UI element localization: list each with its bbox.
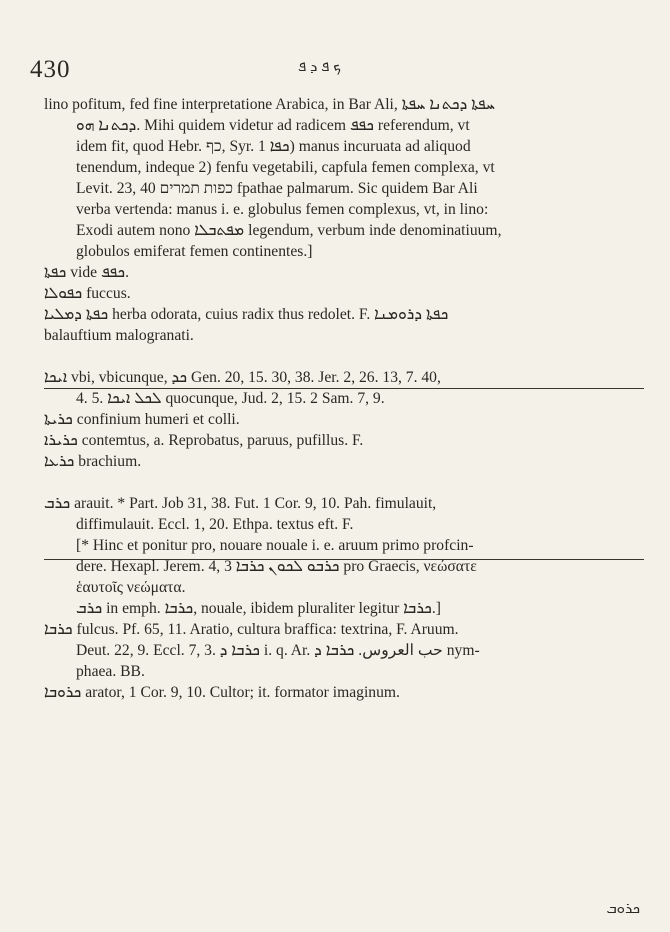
dictionary-entry-continuation: diffimulauit. Eccl. 1, 20. Ethpa. textus eft. F. bbox=[76, 516, 354, 533]
page-number: 430 bbox=[30, 56, 71, 83]
dictionary-entry: ܟܦܬܐ vide ܟܦܦ. bbox=[44, 264, 130, 281]
dictionary-entry: ܐܝܟܐ vbi, vbicunque, ܟܕ Gen. 20, 15. 30, 38. Jer. 2, 26. 13, 7. 40, bbox=[44, 369, 441, 386]
section-divider bbox=[44, 388, 644, 389]
text-line: Exodi autem nono ܡܦܬܒܠܐ legendum, verbum inde denominatiuum, bbox=[76, 222, 502, 239]
dictionary-entry-continuation: phaea. BB. bbox=[76, 663, 145, 680]
note-line: ἑαυτοῖς νεώματα. bbox=[76, 579, 186, 596]
dictionary-entry: ܟܪܥܐ brachium. bbox=[44, 453, 142, 470]
note-line: ܟܪܒ in emph. ܟܪܒܐ, nouale, ibidem pluraliter legitur ܟܪܒܐ.] bbox=[76, 600, 441, 617]
text-line: lino pofitum, fed fine interpretatione Arabica, in Bar Ali, ܚܦܬܐ ܕܟܬܢܐ ܚܦܬܐ bbox=[44, 96, 495, 113]
page-body bbox=[44, 94, 644, 703]
block-continuation bbox=[44, 94, 644, 262]
dictionary-entry: ܟܪܝܪܐ contemtus, a. Reprobatus, paruus, pufillus. F. bbox=[44, 432, 364, 449]
dictionary-entry: ܟܦܘܠܐ fuccus. bbox=[44, 285, 131, 302]
dictionary-entry: ܟܪܒܐ fulcus. Pf. 65, 11. Aratio, cultura braffica: textrina, F. Aruum. bbox=[44, 621, 459, 638]
dictionary-entry-continuation: 4. 5. ܠܟܠ ܐܝܟܐ quocunque, Jud. 2, 15. 2 Sam. 7, 9. bbox=[76, 390, 385, 407]
dictionary-entry: ܟܪܝܬܐ confinium humeri et colli. bbox=[44, 411, 240, 428]
text-line: idem fit, quod Hebr. כף, Syr. ܟܦܐ 1) manus incuruata ad aliquod bbox=[76, 138, 471, 155]
section-divider bbox=[44, 559, 644, 560]
dictionary-entry: ܟܦܬܐ ܕܡܠܝܐ herba odorata, cuius radix thus redolet. F. ܟܦܬܐ ܕܪܘܡܢܐ bbox=[44, 306, 449, 323]
note-line: [* Hinc et ponitur pro, nouare nouale i. e. aruum primo profcin- bbox=[76, 537, 474, 554]
dictionary-entry: ܟܪܘܒܐ arator, 1 Cor. 9, 10. Cultor; it. formator imaginum. bbox=[44, 684, 400, 701]
text-line: ܕܟܬܢܐ ܗܘ. Mihi quidem videtur ad radicem ܟܦܦ referendum, vt bbox=[76, 117, 470, 134]
dictionary-entry-continuation: balauftium malogranati. bbox=[44, 327, 194, 344]
text-line: Levit. 23, 40 כפות תמרים fpathae palmarum. Sic quidem Bar Ali bbox=[76, 180, 478, 197]
entries-group-3 bbox=[44, 493, 644, 703]
note-line: dere. Hexapl. Jerem. 4, 3 ܟܪܒܘ ܠܟܘܢ ܟܪܒܐ pro Graecis, νεώσατε bbox=[76, 558, 477, 575]
text-line: tenendum, indeque 2) fenfu vegetabili, capfula femen complexa, vt bbox=[76, 159, 495, 176]
text-line: verba vertenda: manus i. e. globulus femen complexus, vt, in lino: bbox=[76, 201, 489, 218]
running-head: ܟ ܦ ܕ ܦ bbox=[298, 59, 342, 75]
entries-group-2 bbox=[44, 367, 644, 472]
dictionary-entry: ܟܪܒ arauit. * Part. Job 31, 38. Fut. 1 Cor. 9, 10. Pah. fimulauit, bbox=[44, 495, 437, 512]
catchword: ܟܪܘܒ bbox=[606, 901, 640, 917]
text-line: globulos emiferat femen continentes.] bbox=[76, 243, 313, 260]
dictionary-entry-continuation: Deut. 22, 9. Eccl. 7, 3. ܟܪܒܐ ܕ i. q. Ar. حب العروس. ܟܪܒܐ ܕ nym- bbox=[76, 642, 480, 659]
entries-group-1 bbox=[44, 262, 644, 346]
